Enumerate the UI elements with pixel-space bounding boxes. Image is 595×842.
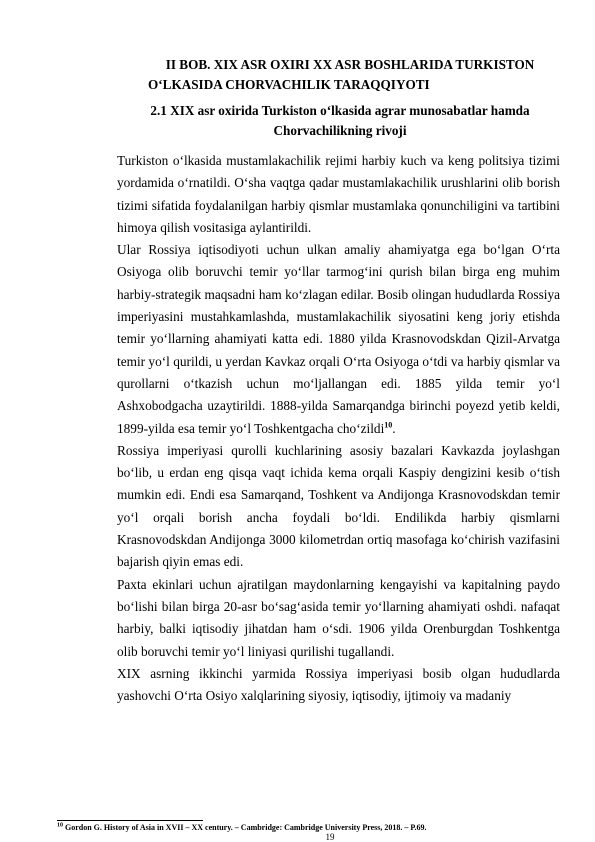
paragraph-3-text: Rossiya imperiyasi qurolli kuchlarining asosiy bazalari Kavkazda joylashgan bo‘lib, u erdan eng qisqa vaqt ichida kema orqali Kaspiy dengizini kesib o‘tish mumkin edi. Endi esa Samarqand, Toshkent va Andijonga Krasnovodskdan temir yo‘l orqali borish ancha foydali bo‘ldi. Endilikda harbiy qismlarni Krasnovodskdan Andijonga 3000 kilometrdan ortiq masofaga ko‘chirish vazifasini bajarish qiyin emas edi.	[117, 442, 560, 570]
body-text	[117, 150, 560, 707]
paragraph-3	[117, 440, 560, 574]
footnote-separator	[57, 820, 203, 821]
chapter-title-line-2: O‘LKASIDA CHORVACHILIK TARAQQIYOTI	[148, 77, 430, 92]
paragraph-5-text: XIX asrning ikkinchi yarmida Rossiya imperiyasi bosib olgan hududlarda yashovchi O‘rta Osiyo xalqlarining siyosiy, iqtisodiy, ijtimoiy va madaniy	[117, 665, 560, 704]
footnote	[57, 823, 577, 833]
paragraph-5	[117, 663, 560, 708]
section-title-line-1: 2.1 XIX asr oxirida Turkiston o‘lkasida agrar munosabatlar hamda	[150, 103, 530, 118]
paragraph-1-text: Turkiston o‘lkasida mustamlakachilik rejimi harbiy kuch va keng politsiya tizimi yordamida o‘rnatildi. O‘sha vaqtga qadar mustamlakachilik urushlarini olib borish tizimi sifatida foydalanilgan harbiy qismlar mustamlaka qonunchiligini va tartibini himoya qilish vositasiga aylantirildi.	[117, 153, 560, 235]
paragraph-2	[117, 239, 560, 440]
footnote-reference[interactable]: 10	[384, 420, 393, 430]
section-title-line-2: Chorvachilikning rivoji	[273, 123, 407, 138]
paragraph-4	[117, 574, 560, 663]
page-number: 19	[325, 832, 335, 842]
footnote-text: Gordon G. History of Asia in XVII – XX century. – Cambridge: Cambridge University Press, 2018. – P.69.	[63, 823, 427, 832]
paragraph-4-text: Paxta ekinlari uchun ajratilgan maydonlarning kengayishi va kapitalning paydo bo‘lishi bilan birga 20-asr bo‘sag‘asida temir yo‘llarning ahamiyati oshdi. nafaqat harbiy, balki iqtisodiy jihatdan ham o‘sdi. 1906 yilda Orenburgdan Toshkentga olib boruvchi temir yo‘l liniyasi qurilishi tugallandi.	[117, 576, 560, 659]
paragraph-1	[117, 150, 560, 239]
chapter-title-line-1: II BOB. XIX ASR OXIRI XX ASR BOSHLARIDA TURKISTON	[165, 57, 535, 72]
paragraph-2-text: Ular Rossiya iqtisodiyoti uchun ulkan amaliy ahamiyatga ega bo‘lgan O‘rta Osiyoga olib boruvchi temir yo‘llar tarmog‘ini qurish bilan birga eng muhim harbiy-strategik maqsadni ham ko‘zlagan edilar. Bosib olingan hududlarda Rossiya imperiyasini mustahkamlashda, mustamlakachilik siyosatini keng joriy etishda temir yo‘llarning ahamiyati katta edi. 1880 yilda Krasnovodskdan Qizil-Arvatga temir yo‘l qurildi, u yerdan Kavkaz orqali O‘rta Osiyoga o‘tdi va harbiy qismlar va qurollarni o‘tkazish uchun mo‘ljallangan edi. 1885 yilda temir yo‘l Ashxobodgacha uzaytirildi. 1888-yilda Samarqandga birinchi poyezd yetib keldi, 1899-yilda esa temir yo‘l Toshkentgacha cho‘zildi	[117, 242, 560, 436]
footnote-number: 10	[57, 822, 63, 829]
paragraph-2-tail: .	[392, 420, 396, 436]
